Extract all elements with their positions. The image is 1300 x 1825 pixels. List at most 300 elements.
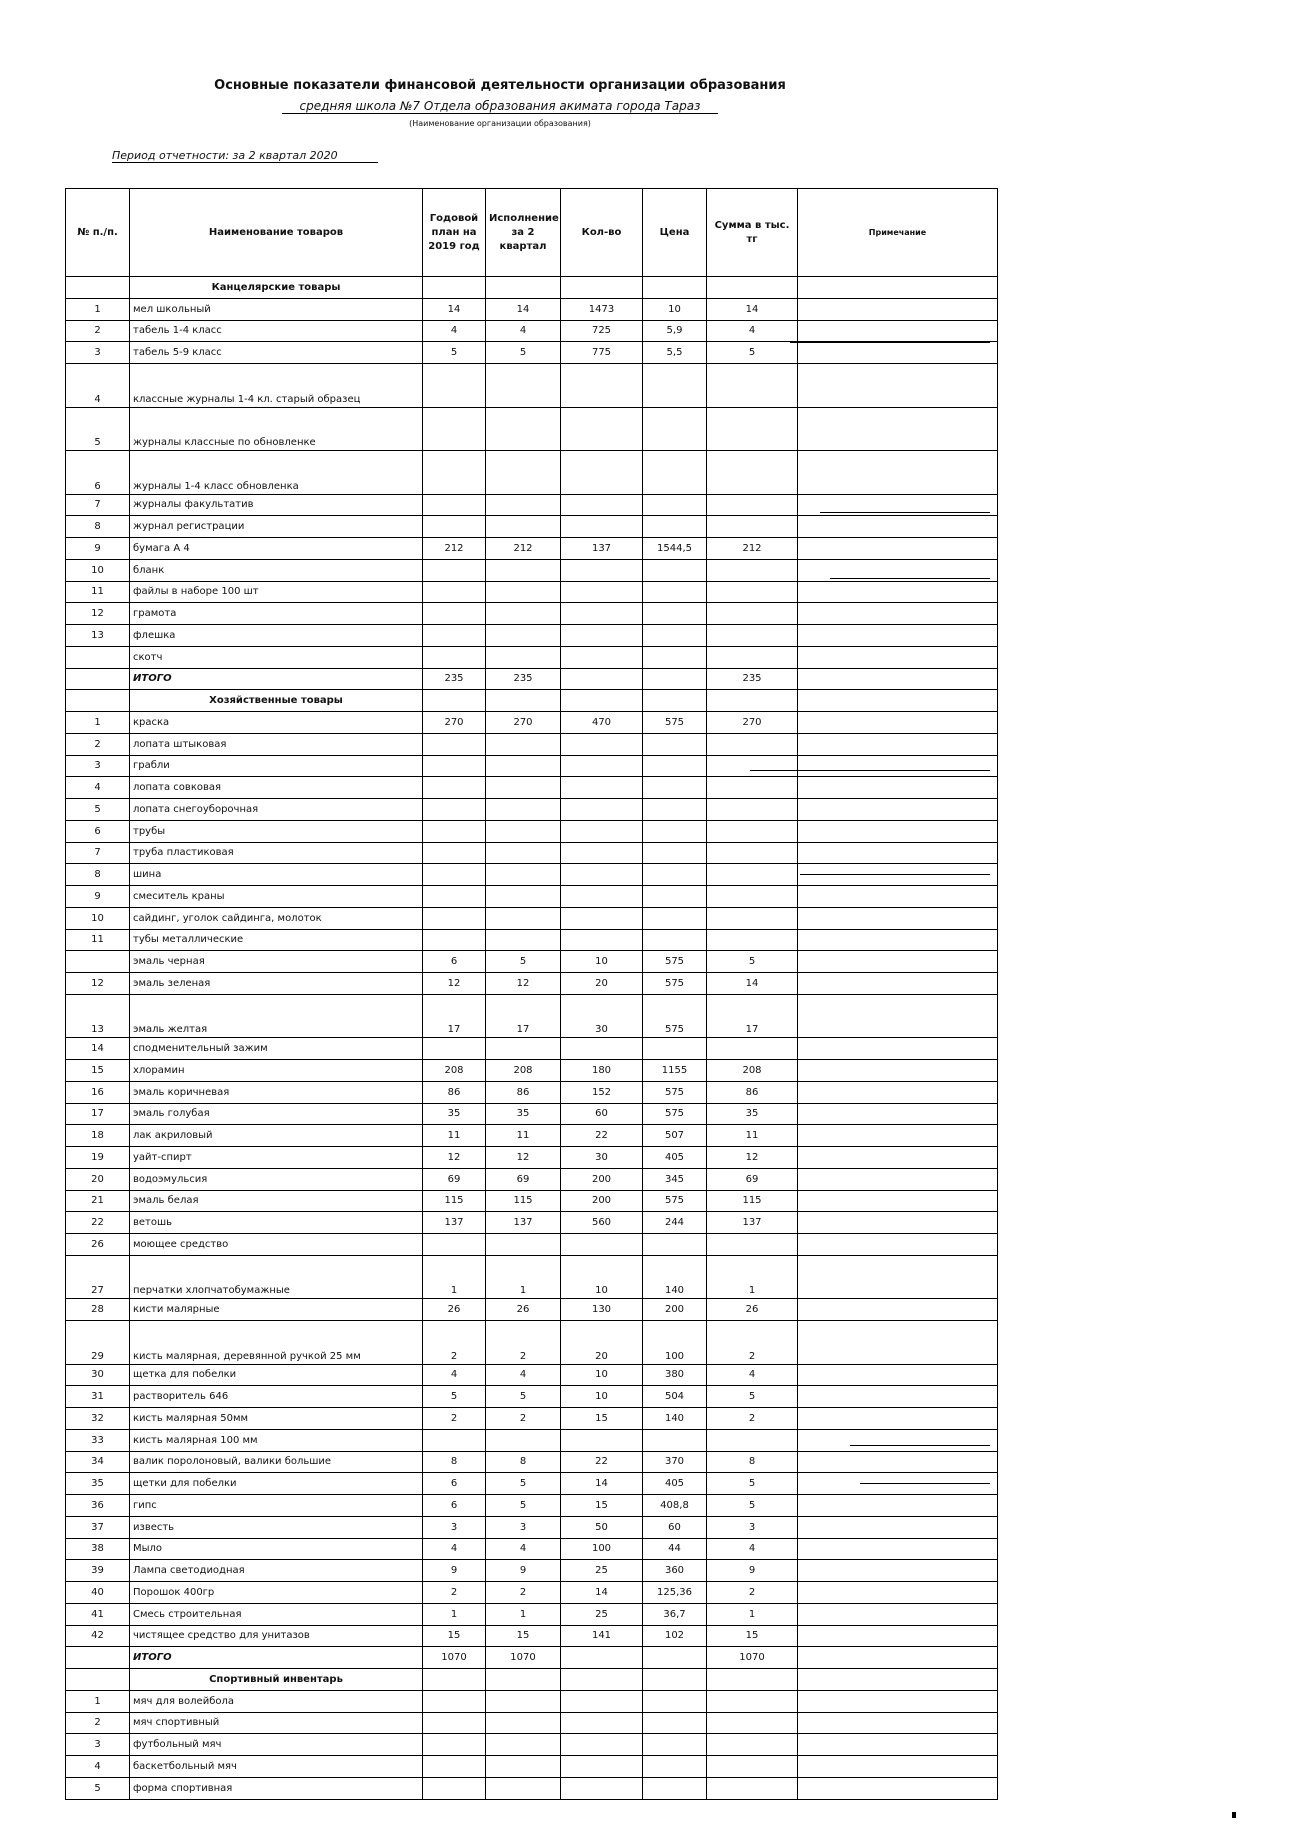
cell-plan: [423, 886, 486, 908]
cell-plan: [423, 277, 486, 299]
table-row: [66, 1060, 998, 1082]
table-row: [66, 929, 998, 951]
cell-note: [798, 799, 998, 821]
cell-note: [798, 690, 998, 712]
cell-price: 36,7: [643, 1603, 707, 1625]
cell-qty: 152: [561, 1081, 643, 1103]
cell-note: [798, 907, 998, 929]
table-row: [66, 1168, 998, 1190]
section-title: Хозяйственные товары: [130, 690, 423, 712]
col-header-note: Примечание: [798, 189, 998, 277]
cell-num: 19: [66, 1147, 130, 1169]
cell-exec: [486, 603, 561, 625]
cell-price: [643, 799, 707, 821]
cell-plan: 69: [423, 1168, 486, 1190]
cell-name: кисть малярная 50мм: [130, 1408, 423, 1430]
cell-plan: [423, 625, 486, 647]
cell-price: [643, 625, 707, 647]
cell-note: [798, 973, 998, 995]
cell-exec: 11: [486, 1125, 561, 1147]
cell-exec: 212: [486, 538, 561, 560]
cell-exec: [486, 1669, 561, 1691]
cell-price: [643, 603, 707, 625]
cell-exec: 4: [486, 1364, 561, 1386]
cell-note: [798, 820, 998, 842]
cell-name: щетки для побелки: [130, 1473, 423, 1495]
cell-sum: 3: [707, 1516, 798, 1538]
cell-price: [643, 451, 707, 495]
cell-sum: [707, 494, 798, 516]
section-title-row: [66, 1669, 998, 1691]
cell-num: [66, 646, 130, 668]
cell-qty: [561, 1734, 643, 1756]
cell-name: эмаль желтая: [130, 994, 423, 1038]
cell-qty: 50: [561, 1516, 643, 1538]
cell-exec: 8: [486, 1451, 561, 1473]
cell-note: [798, 298, 998, 320]
document-title: Основные показатели финансовой деятельности организации образования: [214, 78, 786, 93]
cell-num: 26: [66, 1234, 130, 1256]
cell-sum: [707, 1734, 798, 1756]
cell-price: [643, 646, 707, 668]
cell-exec: [486, 1756, 561, 1778]
cell-note: [798, 1321, 998, 1365]
cell-plan: 6: [423, 951, 486, 973]
cell-name: журналы 1-4 класс обновленка: [130, 451, 423, 495]
cell-name: краска: [130, 712, 423, 734]
cell-name: хлорамин: [130, 1060, 423, 1082]
cell-qty: [561, 625, 643, 647]
cell-plan: 1: [423, 1255, 486, 1299]
cell-plan: 270: [423, 712, 486, 734]
cell-plan: [423, 733, 486, 755]
cell-exec: 9: [486, 1560, 561, 1582]
cell-plan: 208: [423, 1060, 486, 1082]
cell-name: Порошок 400гр: [130, 1582, 423, 1604]
cell-num: 22: [66, 1212, 130, 1234]
cell-sum: [707, 1038, 798, 1060]
cell-exec: [486, 886, 561, 908]
cell-name: файлы в наборе 100 шт: [130, 581, 423, 603]
cell-plan: 115: [423, 1190, 486, 1212]
stray-line: [870, 320, 985, 321]
cell-exec: [486, 1712, 561, 1734]
cell-note: [798, 342, 998, 364]
cell-sum: 5: [707, 342, 798, 364]
cell-qty: [561, 907, 643, 929]
cell-num: 38: [66, 1538, 130, 1560]
cell-exec: [486, 1038, 561, 1060]
table-row: [66, 1495, 998, 1517]
cell-num: 16: [66, 1081, 130, 1103]
table-row: [66, 1364, 998, 1386]
cell-note: [798, 1081, 998, 1103]
table-row: [66, 1299, 998, 1321]
cell-price: [643, 1756, 707, 1778]
col-header-name: Наименование товаров: [130, 189, 423, 277]
cell-qty: [561, 494, 643, 516]
stray-line: [800, 874, 990, 875]
cell-num: 6: [66, 451, 130, 495]
cell-sum: [707, 516, 798, 538]
cell-num: 34: [66, 1451, 130, 1473]
cell-name: лопата снегоуборочная: [130, 799, 423, 821]
table-row: [66, 451, 998, 495]
cell-name: водоэмульсия: [130, 1168, 423, 1190]
cell-qty: [561, 1038, 643, 1060]
cell-sum: 137: [707, 1212, 798, 1234]
cell-exec: 1: [486, 1603, 561, 1625]
cell-sum: 208: [707, 1060, 798, 1082]
cell-qty: 20: [561, 973, 643, 995]
cell-num: 3: [66, 342, 130, 364]
cell-price: 244: [643, 1212, 707, 1234]
cell-qty: [561, 407, 643, 451]
cell-qty: 725: [561, 320, 643, 342]
cell-note: [798, 1451, 998, 1473]
cell-name: табель 1-4 класс: [130, 320, 423, 342]
cell-num: 5: [66, 799, 130, 821]
table-row: [66, 320, 998, 342]
cell-num: 2: [66, 320, 130, 342]
indicators-table: [65, 188, 998, 1800]
cell-plan: 15: [423, 1625, 486, 1647]
cell-sum: 5: [707, 951, 798, 973]
cell-price: 408,8: [643, 1495, 707, 1517]
cell-qty: 25: [561, 1560, 643, 1582]
cell-qty: [561, 690, 643, 712]
cell-exec: 270: [486, 712, 561, 734]
cell-qty: 10: [561, 951, 643, 973]
cell-name: гипс: [130, 1495, 423, 1517]
cell-note: [798, 538, 998, 560]
cell-note: [798, 1538, 998, 1560]
cell-plan: [423, 929, 486, 951]
cell-exec: 15: [486, 1625, 561, 1647]
cell-plan: [423, 690, 486, 712]
cell-sum: [707, 886, 798, 908]
table-row: [66, 1321, 998, 1365]
cell-price: [643, 1038, 707, 1060]
table-row: [66, 907, 998, 929]
cell-sum: 11: [707, 1125, 798, 1147]
cell-qty: [561, 1712, 643, 1734]
cell-plan: [423, 907, 486, 929]
cell-exec: 235: [486, 668, 561, 690]
cell-plan: 3: [423, 1516, 486, 1538]
reporting-period: [112, 149, 378, 162]
cell-note: [798, 603, 998, 625]
cell-sum: 270: [707, 712, 798, 734]
cell-qty: [561, 842, 643, 864]
cell-name: известь: [130, 1516, 423, 1538]
cell-qty: 10: [561, 1255, 643, 1299]
cell-num: 4: [66, 364, 130, 408]
cell-num: 7: [66, 494, 130, 516]
cell-note: [798, 994, 998, 1038]
cell-qty: [561, 451, 643, 495]
cell-name: футбольный мяч: [130, 1734, 423, 1756]
section-title: Канцелярские товары: [130, 277, 423, 299]
cell-name: кисть малярная 100 мм: [130, 1429, 423, 1451]
cell-name: эмаль зеленая: [130, 973, 423, 995]
cell-num: 28: [66, 1299, 130, 1321]
cell-note: [798, 668, 998, 690]
cell-num: 30: [66, 1364, 130, 1386]
cell-num: 2: [66, 733, 130, 755]
cell-name: ИТОГО: [130, 1647, 423, 1669]
cell-note: [798, 951, 998, 973]
cell-num: 41: [66, 1603, 130, 1625]
cell-plan: [423, 1712, 486, 1734]
col-header-exec: Исполнение за 2 квартал: [486, 189, 561, 277]
cell-sum: 14: [707, 973, 798, 995]
cell-sum: 5: [707, 1386, 798, 1408]
cell-sum: 2: [707, 1582, 798, 1604]
cell-note: [798, 277, 998, 299]
cell-exec: [486, 799, 561, 821]
cell-note: [798, 1234, 998, 1256]
table-row: [66, 1147, 998, 1169]
table-row: [66, 516, 998, 538]
cell-price: [643, 820, 707, 842]
table-row: [66, 1473, 998, 1495]
table-row: [66, 886, 998, 908]
cell-qty: 14: [561, 1473, 643, 1495]
cell-sum: 15: [707, 1625, 798, 1647]
cell-sum: [707, 799, 798, 821]
cell-exec: [486, 755, 561, 777]
cell-qty: [561, 929, 643, 951]
cell-name: мяч для волейбола: [130, 1690, 423, 1712]
table-row: [66, 820, 998, 842]
cell-note: [798, 733, 998, 755]
cell-plan: [423, 1690, 486, 1712]
cell-sum: [707, 559, 798, 581]
cell-num: 8: [66, 516, 130, 538]
cell-exec: [486, 451, 561, 495]
cell-price: [643, 864, 707, 886]
cell-name: журнал регистрации: [130, 516, 423, 538]
table-header-row: [66, 189, 998, 277]
cell-note: [798, 1647, 998, 1669]
cell-sum: 235: [707, 668, 798, 690]
cell-price: 1544,5: [643, 538, 707, 560]
cell-price: [643, 581, 707, 603]
cell-exec: [486, 733, 561, 755]
cell-price: [643, 1234, 707, 1256]
cell-sum: 2: [707, 1408, 798, 1430]
cell-plan: [423, 820, 486, 842]
table-row: [66, 755, 998, 777]
cell-note: [798, 842, 998, 864]
cell-qty: 15: [561, 1408, 643, 1430]
cell-num: 35: [66, 1473, 130, 1495]
cell-sum: [707, 929, 798, 951]
cell-sum: 1: [707, 1603, 798, 1625]
cell-exec: 3: [486, 1516, 561, 1538]
table-row: [66, 1712, 998, 1734]
table-row: [66, 1081, 998, 1103]
cell-exec: 2: [486, 1321, 561, 1365]
cell-name: мел школьный: [130, 298, 423, 320]
table-body: [66, 277, 998, 1800]
cell-sum: [707, 1777, 798, 1799]
cell-exec: [486, 1429, 561, 1451]
cell-sum: 9: [707, 1560, 798, 1582]
cell-name: журналы классные по обновленке: [130, 407, 423, 451]
cell-exec: [486, 820, 561, 842]
cell-num: 21: [66, 1190, 130, 1212]
cell-price: 102: [643, 1625, 707, 1647]
cell-plan: 212: [423, 538, 486, 560]
cell-qty: 130: [561, 1299, 643, 1321]
cell-exec: 137: [486, 1212, 561, 1234]
cell-qty: [561, 668, 643, 690]
cell-plan: [423, 451, 486, 495]
cell-plan: [423, 799, 486, 821]
cell-num: 6: [66, 820, 130, 842]
cell-qty: 200: [561, 1190, 643, 1212]
cell-name: мяч спортивный: [130, 1712, 423, 1734]
cell-num: 1: [66, 298, 130, 320]
cell-price: [643, 1690, 707, 1712]
cell-note: [798, 320, 998, 342]
table-row: [66, 407, 998, 451]
cell-name: Смесь строительная: [130, 1603, 423, 1625]
cell-exec: [486, 777, 561, 799]
cell-price: [643, 1647, 707, 1669]
cell-price: 575: [643, 1190, 707, 1212]
table-row: [66, 538, 998, 560]
cell-note: [798, 1386, 998, 1408]
cell-plan: 6: [423, 1473, 486, 1495]
cell-num: 13: [66, 994, 130, 1038]
cell-price: 100: [643, 1321, 707, 1365]
cell-name: ИТОГО: [130, 668, 423, 690]
cell-note: [798, 1669, 998, 1691]
cell-plan: 4: [423, 320, 486, 342]
cell-num: 2: [66, 1712, 130, 1734]
cell-num: [66, 668, 130, 690]
cell-exec: 5: [486, 1495, 561, 1517]
cell-price: 1155: [643, 1060, 707, 1082]
cell-num: 12: [66, 973, 130, 995]
cell-num: 12: [66, 603, 130, 625]
cell-qty: 141: [561, 1625, 643, 1647]
cell-exec: 1070: [486, 1647, 561, 1669]
cell-exec: 4: [486, 1538, 561, 1560]
table-row: [66, 1560, 998, 1582]
cell-exec: 17: [486, 994, 561, 1038]
cell-name: смеситель краны: [130, 886, 423, 908]
cell-qty: [561, 559, 643, 581]
cell-price: 575: [643, 951, 707, 973]
cell-note: [798, 755, 998, 777]
cell-exec: [486, 929, 561, 951]
cell-exec: 2: [486, 1408, 561, 1430]
cell-exec: 5: [486, 951, 561, 973]
cell-plan: 5: [423, 1386, 486, 1408]
cell-name: классные журналы 1-4 кл. старый образец: [130, 364, 423, 408]
cell-num: 36: [66, 1495, 130, 1517]
cell-price: [643, 1777, 707, 1799]
cell-price: [643, 842, 707, 864]
cell-price: [643, 1712, 707, 1734]
cell-num: 9: [66, 886, 130, 908]
cell-qty: 20: [561, 1321, 643, 1365]
cell-num: [66, 1669, 130, 1691]
cell-qty: 15: [561, 1495, 643, 1517]
cell-sum: 212: [707, 538, 798, 560]
cell-plan: 137: [423, 1212, 486, 1234]
cell-price: [643, 1429, 707, 1451]
cell-num: 31: [66, 1386, 130, 1408]
stray-line: [860, 1483, 990, 1484]
col-header-num: № п./п.: [66, 189, 130, 277]
cell-qty: [561, 820, 643, 842]
cell-plan: 6: [423, 1495, 486, 1517]
cell-sum: [707, 277, 798, 299]
cell-name: лопата совковая: [130, 777, 423, 799]
cell-exec: 5: [486, 1473, 561, 1495]
cell-note: [798, 886, 998, 908]
cell-num: 3: [66, 755, 130, 777]
table-row: [66, 1777, 998, 1799]
cell-exec: [486, 864, 561, 886]
cell-note: [798, 1408, 998, 1430]
table-row: [66, 1038, 998, 1060]
cell-plan: 5: [423, 342, 486, 364]
cell-plan: [423, 1429, 486, 1451]
cell-price: [643, 886, 707, 908]
cell-exec: 115: [486, 1190, 561, 1212]
cell-note: [798, 451, 998, 495]
cell-num: 11: [66, 929, 130, 951]
cell-plan: [423, 603, 486, 625]
cell-plan: [423, 1777, 486, 1799]
cell-plan: [423, 864, 486, 886]
cell-qty: [561, 1234, 643, 1256]
cell-sum: [707, 625, 798, 647]
table-row: [66, 951, 998, 973]
cell-sum: [707, 690, 798, 712]
cell-price: 575: [643, 1103, 707, 1125]
table-row: [66, 1190, 998, 1212]
cell-name: трубы: [130, 820, 423, 842]
cell-price: 507: [643, 1125, 707, 1147]
cell-sum: [707, 581, 798, 603]
cell-exec: [486, 625, 561, 647]
cell-note: [798, 625, 998, 647]
cell-exec: [486, 581, 561, 603]
table-row: [66, 1212, 998, 1234]
table-row: [66, 842, 998, 864]
cell-price: 44: [643, 1538, 707, 1560]
cell-plan: [423, 1734, 486, 1756]
cell-qty: [561, 603, 643, 625]
cell-sum: 5: [707, 1495, 798, 1517]
cell-name: флешка: [130, 625, 423, 647]
col-header-plan: Годовой план на 2019 год: [423, 189, 486, 277]
table-row: [66, 1408, 998, 1430]
cell-name: бланк: [130, 559, 423, 581]
cell-plan: 26: [423, 1299, 486, 1321]
cell-note: [798, 929, 998, 951]
cell-note: [798, 1625, 998, 1647]
cell-note: [798, 1255, 998, 1299]
cell-plan: 2: [423, 1408, 486, 1430]
